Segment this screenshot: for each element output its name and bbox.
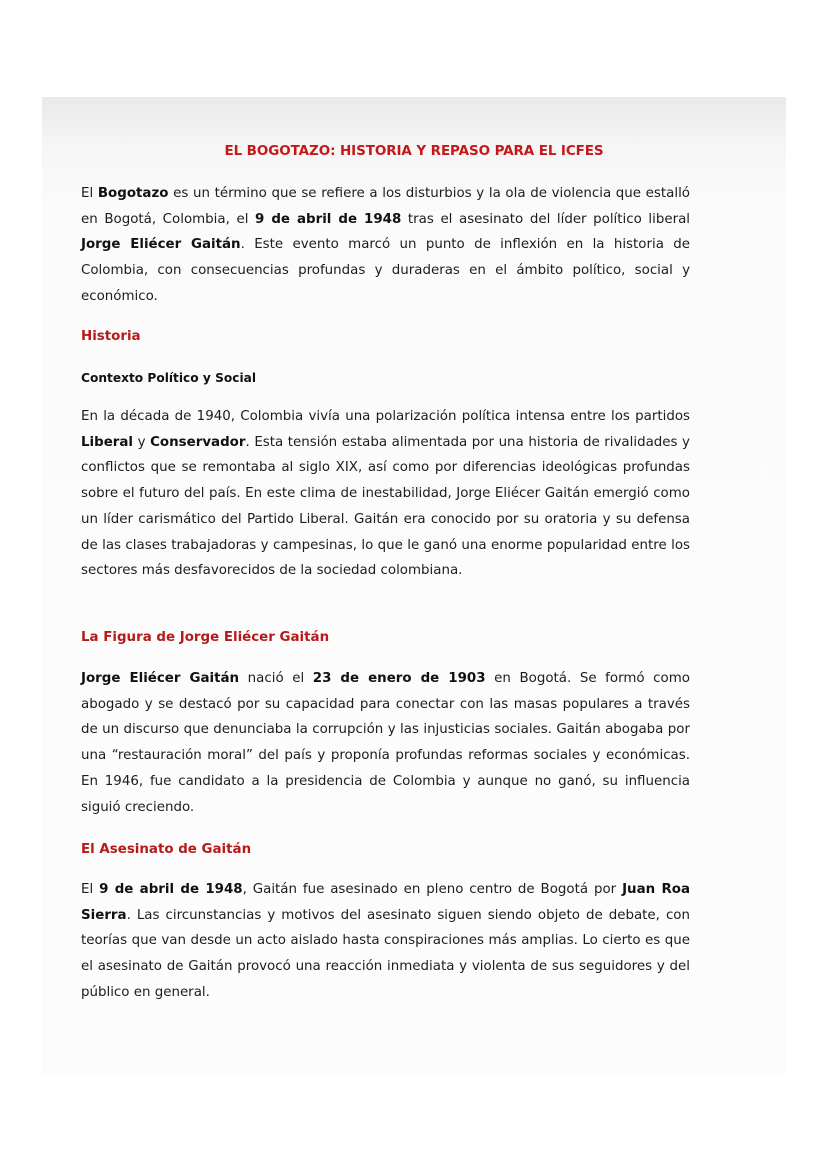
bold-text-run: 23 de enero de 1903 — [312, 671, 486, 686]
bold-text-run: Bogotazo — [97, 186, 169, 201]
document-title: EL BOGOTAZO: HISTORIA Y REPASO PARA EL ICFES — [224, 143, 604, 159]
text-run: es un término que se refiere a los disturbios y la ola de violencia que estalló en Bogotá, Colombia, el — [81, 186, 690, 227]
contexto-body — [81, 404, 690, 584]
text-run: en Bogotá. Se formó como abogado y se destacó por su capacidad para conectar con las masas populares a través de un discurso que denunciaba la corrupción y las injusticias sociales. Gaitán abogaba por una “restauración moral” del país y proponía profundas reformas sociales y económicas. En 1946, fue candidato a la presidencia de Colombia y aunque no ganó, su influencia siguió creciendo. — [81, 671, 690, 815]
figura-body — [81, 666, 690, 820]
bold-text-run: Conservador — [150, 434, 246, 450]
subsection-heading-contexto: Contexto Político y Social — [81, 371, 257, 385]
document-page — [42, 97, 786, 1074]
bold-text-run: Jorge Eliécer Gaitán — [81, 237, 241, 253]
intro-section — [81, 181, 690, 310]
text-run: , Gaitán fue asesinado en pleno centro de Bogotá por — [242, 882, 623, 897]
text-run: nació el — [239, 671, 313, 686]
intro-paragraph — [81, 181, 690, 310]
bold-text-run: Liberal — [81, 434, 134, 450]
asesinato-body — [81, 877, 690, 1006]
text-run: tras el asesinato del líder político liberal — [401, 211, 691, 227]
bold-text-run: Juan Roa Sierra — [81, 882, 690, 923]
text-run: y — [133, 434, 151, 450]
section-heading-asesinato: El Asesinato de Gaitán — [81, 842, 252, 857]
text-run: . Este evento marcó un punto de inflexión en la historia de Colombia, con consecuencias profundas y duraderas en el ámbito político, social y económico. — [81, 237, 690, 304]
text-run: El — [81, 882, 100, 897]
bold-text-run: 9 de abril de 1948 — [255, 211, 402, 227]
figura-paragraph — [81, 666, 690, 820]
asesinato-section — [81, 841, 690, 859]
figura-section — [81, 629, 690, 647]
bold-text-run: Jorge Eliécer Gaitán — [81, 671, 240, 686]
contexto-subsection — [81, 370, 690, 386]
text-run: . Esta tensión estaba alimentada por una historia de rivalidades y conflictos que se remontaba al siglo XIX, así como por diferencias ideológicas profundas sobre el futuro del país. En este clima de inestabilidad, Jorge Eliécer Gaitán emergió como un líder carismático del Partido Liberal. Gaitán era conocido por su oratoria y su defensa de las clases trabajadoras y campesinas, lo que le ganó una enorme popularidad entre los sectores más desfavorecidos de la sociedad colombiana. — [81, 434, 690, 579]
asesinato-paragraph — [81, 877, 690, 1006]
bold-text-run: 9 de abril de 1948 — [99, 882, 243, 897]
section-heading-historia: Historia — [81, 329, 141, 344]
text-run: El — [81, 186, 98, 201]
text-run: En la década de 1940, Colombia vivía una polarización política intensa entre los partidos — [81, 409, 690, 424]
historia-section — [81, 328, 690, 346]
section-heading-figura: La Figura de Jorge Eliécer Gaitán — [81, 630, 330, 645]
contexto-paragraph — [81, 404, 690, 584]
text-run: . Las circunstancias y motivos del asesinato siguen siendo objeto de debate, con teorías que van desde un acto aislado hasta conspiraciones más amplias. Lo cierto es que el asesinato de Gaitán provocó una reacción inmediata y violenta de sus seguidores y del público en general. — [81, 907, 690, 1000]
